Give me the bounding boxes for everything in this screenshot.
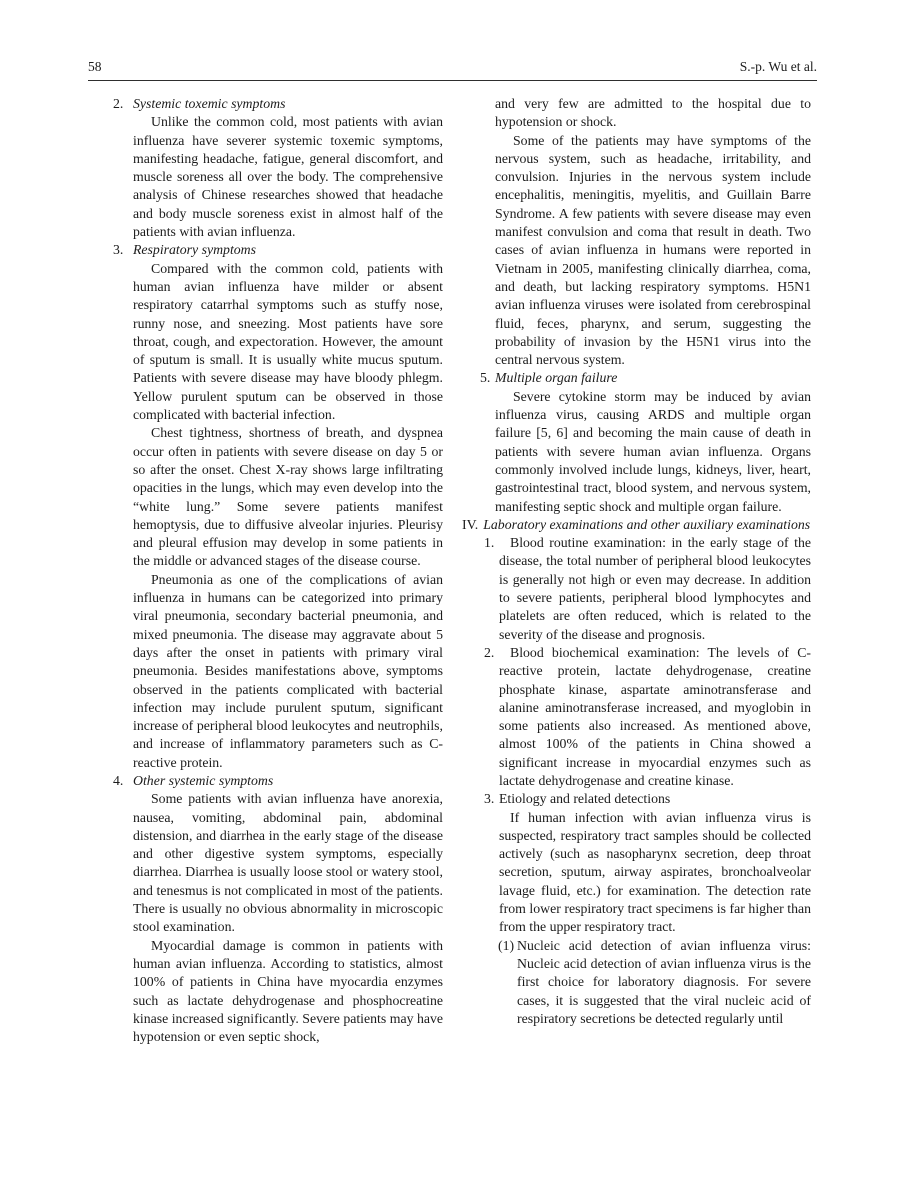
paragraph: Myocardial damage is common in patients with human avian influenza. According to statistics, almost 100% of patients in China have myocardia enzymes such as lactate dehydrogenase and phosphocreatine kinase increased significantly. Severe patients may have hypotension or even septic shock, bbox=[133, 937, 443, 1045]
section-item-blood-routine bbox=[462, 534, 811, 644]
running-head-authors: S.-p. Wu et al. bbox=[739, 59, 817, 74]
section-item-text: Blood biochemical examination: The levels of C-reactive protein, lactate dehydrogenase, creatine phosphate kinase, aspartate aminotransferase and alanine aminotransferase increased, and myoglobin in some patients also increased. As mentioned above, almost 100% of the patients in China showed a significant increase in myocardial enzymes such as lactate dehydrogenase and creatine kinase. bbox=[499, 644, 811, 788]
text-columns bbox=[88, 95, 811, 1046]
item-number: 2. bbox=[113, 96, 124, 111]
list-item-other-systemic-symptoms bbox=[88, 772, 443, 1046]
section-item-number: 2. bbox=[484, 644, 495, 660]
section-title: Laboratory examinations and other auxiliary examinations bbox=[483, 516, 811, 532]
section-item-number: 3. bbox=[484, 791, 495, 807]
right-column bbox=[462, 95, 811, 1046]
section-item-text: Blood routine examination: in the early stage of the disease, the total number of peripheral blood leukocytes is generally not high or even may decrease. In addition to severe patients, peripheral blood lymphocytes and platelets are often reduced, which is related to the severity of the disease and prognosis. bbox=[499, 535, 811, 642]
subitem-nucleic-acid-detection bbox=[462, 937, 811, 1028]
paragraph: Some patients with avian influenza have anorexia, nausea, vomiting, abdominal pain, abdominal distension, and diarrhea in the early stage of the disease and other digestive system symptoms, especially diarrhea. Diarrhea is usually loose stool or watery stool, and tenesmus is not complicated in most of the patients. There is usually no obvious abnormality in microscopic stool examination. bbox=[133, 791, 443, 935]
list-item-multiple-organ-failure bbox=[462, 369, 811, 515]
paragraph: Pneumonia as one of the complications of avian influenza in humans can be categorized into primary viral pneumonia, secondary bacterial pneumonia, and mixed pneumonia. The disease may aggravate about 5 days after the onset in patients with primary viral pneumonia. Besides manifestations above, symptoms observed in the patients complicated with bacterial infection may include purulent sputum, significant increase of peripheral blood leukocytes and neutrophils, and increase of inflammatory parameters such as C-reactive protein. bbox=[133, 571, 443, 770]
subitem-text: Nucleic acid detection of avian influenza virus: Nucleic acid detection of avian influenza virus is the first choice for laboratory diagnosis. For severe cases, it is suggested that the viral nucleic acid of respiratory secretions be detected regularly until bbox=[517, 937, 811, 1026]
item-heading: Other systemic symptoms bbox=[133, 772, 274, 788]
continuation-block bbox=[462, 95, 811, 369]
paragraph: Some of the patients may have symptoms of the nervous system, such as headache, irritability, and convulsion. Injuries in the nervous system include encephalitis, meningitis, myelitis, and Guillain Barre Syndrome. A few patients with severe disease may even manifest convulsion and coma that result in death. Two cases of avian influenza in humans were reported in Vietnam in 2005, manifesting clinically diarrhea, coma, and death, but lacking respiratory symptoms. H5N1 avian influenza viruses were isolated from cerebrospinal fluid, feces, pharynx, and serum, suggesting the probability of invasion by the H5N1 virus into the central nervous system. bbox=[495, 132, 811, 368]
paragraph: If human infection with avian influenza virus is suspected, respiratory tract samples should be collected actively (such as nasopharynx secretion, deep throat secretion, sputum, airway aspirates, bronchoalveolar lavage fluid, etc.) for examination. The detection rate from lower respiratory tract specimens is far higher than from the upper respiratory tract. bbox=[499, 809, 811, 935]
list-item-systemic-toxemic-symptoms bbox=[88, 95, 443, 241]
item-number: 4. bbox=[113, 772, 124, 788]
continuation-paragraph: and very few are admitted to the hospital due to hypotension or shock. bbox=[495, 96, 811, 130]
item-heading: Systemic toxemic symptoms bbox=[133, 96, 286, 111]
paragraph: Compared with the common cold, patients with human avian influenza have milder or absent respiratory catarrhal symptoms such as stuffy nose, runny nose, and sneezing. Most patients have sore throat, cough, and expectoration. However, the amount of sputum is small. It is usually white mucus sputum. Patients with severe disease may have bloody phlegm. Yellow purulent sputum can be observed in those complicated with bacterial infection. bbox=[133, 260, 443, 423]
item-number: 3. bbox=[113, 242, 124, 258]
list-item-respiratory-symptoms bbox=[88, 241, 443, 772]
page-number: 58 bbox=[88, 59, 102, 74]
running-header bbox=[88, 59, 817, 75]
section-item-number: 1. bbox=[484, 535, 495, 551]
paragraph: Chest tightness, shortness of breath, and dyspnea occur often in patients with severe disease on day 5 or so after the onset. Chest X-ray shows large infiltrating opacities in the lungs, which may even develop into the “white lung.” Some severe patients manifest hemoptysis, due to diffusive alveolar injuries. Pleurisy and pleural effusion may develop in some patients in the middle or advanced stages of the disease course. bbox=[133, 425, 443, 569]
left-column bbox=[88, 95, 443, 1046]
section-item-etiology bbox=[462, 790, 811, 936]
item-heading: Multiple organ failure bbox=[495, 370, 618, 386]
header-rule bbox=[88, 80, 817, 81]
section-numeral: IV. bbox=[462, 516, 479, 532]
item-number: 5. bbox=[480, 370, 491, 386]
item-heading: Respiratory symptoms bbox=[133, 242, 257, 258]
subitem-label: (1) bbox=[498, 937, 515, 953]
section-item-title: Etiology and related detections bbox=[499, 791, 671, 807]
paragraph: Severe cytokine storm may be induced by avian influenza virus, causing ARDS and multiple organ failure [5, 6] and becoming the main cause of death in patients with severe human avian influenza. Organs commonly involved include lungs, kidneys, liver, heart, gastrointestinal tract, blood system, and nervous system, manifesting septic shock and multiple organ failure. bbox=[495, 388, 811, 514]
section-item-blood-biochemical bbox=[462, 644, 811, 790]
paragraph: Unlike the common cold, most patients with avian influenza have severer systemic toxemic symptoms, manifesting headache, fatigue, general discomfort, and muscle soreness all over the body. The comprehensive analysis of Chinese researches showed that headache and body muscle soreness exist in almost half of the patients with avian influenza. bbox=[133, 114, 443, 240]
section-heading-laboratory-examinations bbox=[462, 516, 811, 534]
